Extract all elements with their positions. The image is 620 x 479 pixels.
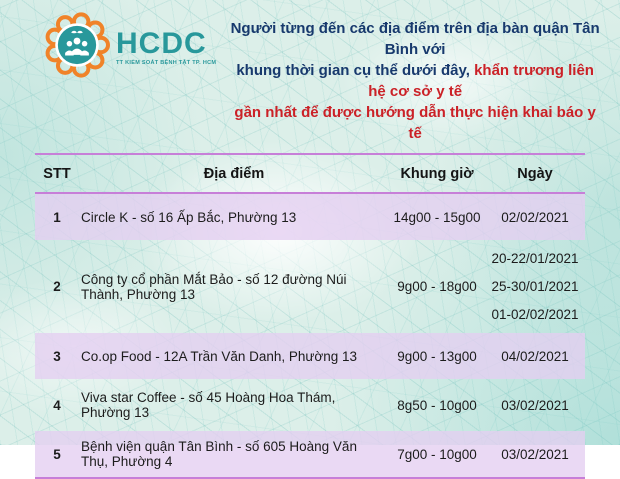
row-date: 01-02/02/2021 — [491, 307, 579, 322]
row-location: Viva star Coffee - số 45 Hoàng Hoa Thám, Phường 13 — [81, 390, 336, 420]
brand-tagline: TT KIỂM SOÁT BỆNH TẬT TP. HCM — [116, 60, 217, 66]
row-date: 04/02/2021 — [501, 348, 569, 364]
row-location: Công ty cổ phần Mắt Bảo - số 12 đường Núi Thành, Phường 13 — [81, 271, 347, 302]
row-date: 03/02/2021 — [501, 397, 569, 413]
col-header-stt: STT — [43, 165, 71, 182]
row-time: 9g00 - 18g00 — [397, 279, 477, 294]
header — [0, 0, 620, 144]
row-dates — [485, 199, 585, 236]
table-row — [35, 431, 585, 477]
col-header-date: Ngày — [517, 165, 553, 182]
brand-name: HCDC — [116, 27, 207, 60]
row-time: 14g00 - 15g00 — [393, 209, 481, 225]
table-row — [35, 333, 585, 379]
title-line3-red: gần nhất để được hướng dẫn thực hiện khai báo y tế — [234, 104, 596, 142]
hcdc-logo-icon — [44, 12, 110, 83]
table-row — [35, 379, 585, 431]
title-line1: Người từng đến các địa điểm trên địa bàn quận Tân Bình với — [230, 20, 600, 58]
row-dates — [485, 338, 585, 375]
row-location: Circle K - số 16 Ấp Bắc, Phường 13 — [81, 209, 297, 225]
row-date: 03/02/2021 — [501, 446, 569, 462]
row-location: Bệnh viện quận Tân Bình - số 605 Hoàng Văn Thụ, Phường 4 — [81, 439, 357, 469]
table-row — [35, 194, 585, 240]
row-stt: 5 — [53, 446, 61, 462]
row-date: 02/02/2021 — [501, 209, 569, 225]
brand — [44, 12, 216, 83]
row-dates — [485, 387, 585, 424]
page-title — [216, 12, 606, 144]
brand-text — [116, 29, 216, 66]
row-stt: 3 — [53, 348, 61, 364]
table-row — [35, 240, 585, 333]
row-time: 9g00 - 13g00 — [397, 348, 477, 364]
table-header — [35, 155, 585, 192]
table-body — [35, 192, 585, 479]
col-header-location: Địa điểm — [203, 165, 265, 182]
row-stt: 1 — [53, 209, 61, 225]
row-stt: 2 — [53, 279, 61, 294]
row-time: 7g00 - 10g00 — [397, 446, 477, 462]
row-date: 25-30/01/2021 — [491, 279, 579, 294]
row-dates — [485, 240, 585, 333]
row-date: 20-22/01/2021 — [491, 251, 579, 266]
title-line2-navy: khung thời gian cụ thể dưới đây, — [236, 62, 475, 79]
row-location: Co.op Food - 12A Trần Văn Danh, Phường 13 — [81, 348, 358, 364]
row-time: 8g50 - 10g00 — [397, 397, 477, 413]
row-dates — [485, 436, 585, 473]
row-stt: 4 — [53, 397, 61, 413]
title-line2-red: khẩn trương liên hệ cơ sở y tế — [368, 62, 594, 100]
col-header-time: Khung giờ — [400, 165, 474, 182]
